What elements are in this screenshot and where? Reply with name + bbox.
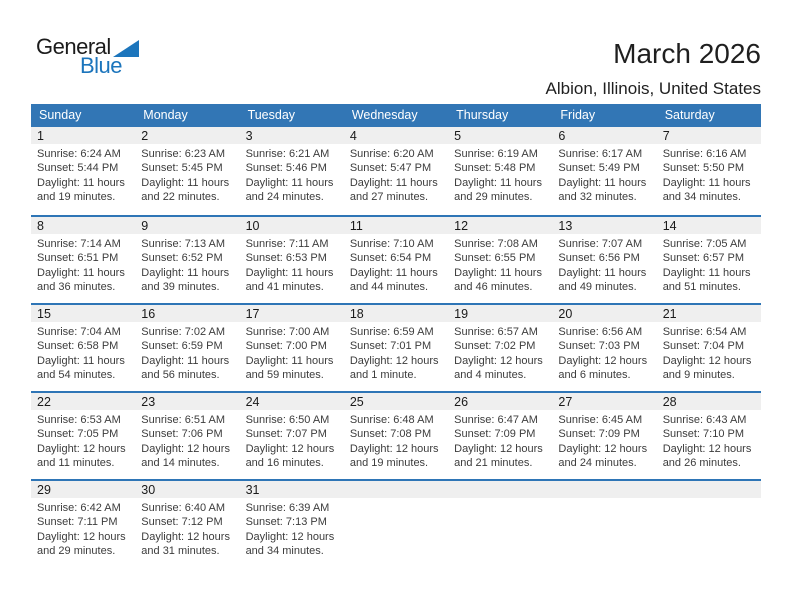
day-detail-line: Daylight: 11 hours (662, 266, 751, 279)
day-number: 22 (31, 393, 135, 410)
day-number: 6 (552, 127, 656, 144)
day-detail-line: Daylight: 11 hours (454, 266, 542, 279)
day-number: 15 (31, 305, 135, 322)
day-details (344, 410, 448, 471)
day-detail-line: Sunrise: 7:08 AM (454, 238, 538, 250)
day-details (344, 144, 448, 205)
day-number (448, 481, 552, 498)
general-blue-logo (36, 36, 139, 77)
day-details (240, 322, 344, 383)
weekday-monday: Monday (143, 108, 188, 122)
day-number: 25 (344, 393, 448, 410)
day-details (344, 498, 448, 501)
day-detail-line: Sunrise: 6:20 AM (349, 148, 434, 160)
day-cell (552, 127, 656, 215)
day-detail-line: Sunset: 6:59 PM (141, 340, 223, 353)
day-detail-line: Sunset: 7:08 PM (349, 428, 432, 441)
day-detail-line: and 31 minutes. (141, 545, 220, 558)
day-details (135, 498, 239, 559)
day-detail-line: Sunrise: 7:07 AM (558, 238, 643, 250)
day-number: 14 (657, 217, 761, 234)
day-cell (552, 305, 656, 391)
day-detail-line: Sunset: 7:04 PM (662, 340, 745, 353)
day-cell (552, 217, 656, 303)
day-detail-line: and 56 minutes. (141, 369, 220, 382)
day-cell (448, 393, 552, 479)
day-details (657, 410, 761, 471)
day-detail-line: Sunset: 7:12 PM (141, 516, 223, 529)
day-cell (135, 305, 239, 391)
day-detail-line: Sunset: 6:51 PM (37, 252, 119, 265)
logo-text-blue: Blue (80, 53, 123, 78)
day-details (135, 234, 239, 295)
day-detail-line: Sunset: 5:50 PM (662, 162, 745, 175)
day-detail-line: Daylight: 11 hours (349, 266, 438, 279)
day-detail-line: Sunset: 7:02 PM (454, 340, 536, 353)
day-detail-line: and 49 minutes. (558, 281, 637, 294)
day-detail-line: Sunrise: 6:53 AM (37, 414, 121, 426)
day-details (552, 498, 656, 501)
day-detail-line: Sunset: 5:46 PM (245, 162, 327, 175)
calendar-grid (31, 127, 761, 567)
day-detail-line: Sunrise: 6:47 AM (454, 414, 538, 426)
day-detail-line: and 46 minutes. (454, 281, 533, 294)
day-number: 27 (552, 393, 656, 410)
day-number: 9 (135, 217, 239, 234)
day-cell (135, 393, 239, 479)
day-detail-line: Sunrise: 6:54 AM (662, 326, 747, 338)
day-detail-line: Sunset: 7:06 PM (141, 428, 223, 441)
weekday-tuesday: Tuesday (247, 108, 296, 122)
day-details (240, 498, 344, 559)
day-number: 30 (135, 481, 239, 498)
day-details (240, 234, 344, 295)
day-number: 12 (448, 217, 552, 234)
day-details (31, 144, 135, 205)
day-cell (344, 217, 448, 303)
day-details (240, 144, 344, 205)
day-detail-line: Sunset: 5:44 PM (37, 162, 119, 175)
day-number: 26 (448, 393, 552, 410)
day-detail-line: Daylight: 12 hours (141, 442, 230, 455)
day-detail-line: and 54 minutes. (37, 369, 116, 382)
day-details (31, 410, 135, 471)
day-details (31, 234, 135, 295)
day-cell (31, 217, 135, 303)
day-details (448, 234, 552, 295)
day-number: 19 (448, 305, 552, 322)
day-cell (657, 305, 761, 391)
day-cell (31, 481, 135, 567)
calendar-table (31, 104, 761, 567)
day-detail-line: Sunset: 5:49 PM (558, 162, 640, 175)
day-detail-line: Daylight: 11 hours (37, 354, 125, 367)
day-detail-line: Sunset: 7:13 PM (245, 516, 327, 529)
day-number: 3 (240, 127, 344, 144)
day-detail-line: Sunrise: 6:57 AM (454, 326, 538, 338)
day-detail-line: and 51 minutes. (662, 281, 741, 294)
day-detail-line: Sunrise: 7:10 AM (349, 238, 434, 250)
day-cell (31, 127, 135, 215)
day-detail-line: and 39 minutes. (141, 281, 220, 294)
week-row (31, 127, 761, 215)
day-detail-line: and 59 minutes. (245, 369, 324, 382)
day-detail-line: and 29 minutes. (454, 191, 533, 204)
day-detail-line: Sunrise: 6:21 AM (245, 148, 330, 160)
day-details (240, 410, 344, 471)
day-cell (657, 393, 761, 479)
day-detail-line: and 27 minutes. (349, 191, 429, 204)
day-detail-line: and 19 minutes. (37, 191, 116, 204)
day-cell (240, 127, 344, 215)
day-details (448, 498, 552, 501)
day-number (552, 481, 656, 498)
day-cell (657, 217, 761, 303)
day-detail-line: Daylight: 12 hours (454, 442, 543, 455)
day-detail-line: and 41 minutes. (245, 281, 324, 294)
day-detail-line: Daylight: 11 hours (245, 176, 334, 189)
day-detail-line: Sunset: 5:45 PM (141, 162, 223, 175)
day-detail-line: Sunset: 7:01 PM (349, 340, 432, 353)
day-details (448, 322, 552, 383)
day-detail-line: Sunrise: 6:16 AM (662, 148, 747, 160)
day-details (344, 322, 448, 383)
day-detail-line: Sunset: 7:03 PM (558, 340, 640, 353)
day-detail-line: Daylight: 12 hours (141, 530, 230, 543)
day-detail-line: and 9 minutes. (662, 369, 735, 382)
page-title: March 2026 (613, 38, 761, 69)
day-cell (240, 481, 344, 567)
day-cell (344, 393, 448, 479)
day-detail-line: and 34 minutes. (662, 191, 741, 204)
day-detail-line: Sunset: 6:57 PM (662, 252, 745, 265)
day-details (657, 144, 761, 205)
empty-day-cell (552, 481, 656, 567)
day-detail-line: Sunrise: 7:11 AM (245, 238, 329, 250)
day-detail-line: and 32 minutes. (558, 191, 637, 204)
day-detail-line: Daylight: 12 hours (349, 442, 439, 455)
weekday-header-row (31, 104, 761, 127)
day-detail-line: Sunrise: 6:59 AM (349, 326, 434, 338)
week-row (31, 479, 761, 567)
week-row (31, 303, 761, 391)
day-detail-line: Daylight: 12 hours (37, 442, 126, 455)
day-detail-line: Daylight: 12 hours (37, 530, 126, 543)
day-detail-line: Daylight: 11 hours (662, 176, 751, 189)
day-detail-line: and 24 minutes. (558, 457, 637, 470)
day-detail-line: Sunrise: 6:23 AM (141, 148, 226, 160)
page-subtitle: Albion, Illinois, United States (545, 79, 761, 98)
day-detail-line: Sunrise: 6:51 AM (141, 414, 226, 426)
day-cell (240, 217, 344, 303)
day-detail-line: Sunrise: 6:48 AM (349, 414, 434, 426)
day-number: 13 (552, 217, 656, 234)
day-detail-line: Sunset: 6:56 PM (558, 252, 640, 265)
day-number (657, 481, 761, 498)
day-detail-line: Sunrise: 6:50 AM (245, 414, 330, 426)
day-detail-line: Sunset: 6:52 PM (141, 252, 223, 265)
day-cell (657, 127, 761, 215)
day-number: 4 (344, 127, 448, 144)
day-number: 8 (31, 217, 135, 234)
day-detail-line: Sunrise: 6:24 AM (37, 148, 121, 160)
day-detail-line: Sunrise: 6:56 AM (558, 326, 643, 338)
day-details (448, 410, 552, 471)
day-detail-line: and 34 minutes. (245, 545, 324, 558)
day-number: 31 (240, 481, 344, 498)
weekday-thursday: Thursday (456, 108, 509, 122)
day-details (552, 410, 656, 471)
empty-day-cell (448, 481, 552, 567)
day-detail-line: and 36 minutes. (37, 281, 116, 294)
day-detail-line: Sunset: 7:09 PM (558, 428, 640, 441)
day-number: 18 (344, 305, 448, 322)
day-detail-line: Daylight: 11 hours (141, 266, 230, 279)
day-details (448, 144, 552, 205)
day-details (31, 498, 135, 559)
day-cell (31, 393, 135, 479)
day-detail-line: and 21 minutes. (454, 457, 533, 470)
day-detail-line: Sunset: 6:54 PM (349, 252, 432, 265)
weekday-saturday: Saturday (664, 108, 715, 122)
day-detail-line: and 26 minutes. (662, 457, 741, 470)
day-detail-line: Sunrise: 6:43 AM (662, 414, 747, 426)
logo-text-general: General (36, 34, 111, 59)
day-cell (448, 217, 552, 303)
day-cell (135, 217, 239, 303)
day-detail-line: Sunrise: 7:00 AM (245, 326, 330, 338)
day-details (657, 498, 761, 501)
day-detail-line: Daylight: 11 hours (37, 266, 125, 279)
day-detail-line: Sunrise: 7:04 AM (37, 326, 121, 338)
day-number: 24 (240, 393, 344, 410)
day-cell (448, 127, 552, 215)
day-detail-line: Sunrise: 7:02 AM (141, 326, 226, 338)
day-detail-line: Daylight: 11 hours (558, 266, 647, 279)
day-number: 21 (657, 305, 761, 322)
weekday-sunday: Sunday (39, 108, 82, 122)
day-details (31, 322, 135, 383)
day-detail-line: Sunset: 7:09 PM (454, 428, 536, 441)
day-number: 5 (448, 127, 552, 144)
day-details (344, 234, 448, 295)
day-detail-line: Daylight: 12 hours (245, 442, 335, 455)
empty-day-cell (344, 481, 448, 567)
day-detail-line: and 11 minutes. (37, 457, 115, 470)
day-detail-line: Sunset: 6:55 PM (454, 252, 536, 265)
week-row (31, 391, 761, 479)
title-block (546, 38, 761, 99)
day-cell (31, 305, 135, 391)
week-row (31, 215, 761, 303)
day-detail-line: and 1 minute. (349, 369, 417, 382)
day-detail-line: Daylight: 12 hours (558, 354, 648, 367)
day-number: 20 (552, 305, 656, 322)
day-details (552, 144, 656, 205)
day-detail-line: and 14 minutes. (141, 457, 220, 470)
day-detail-line: Daylight: 11 hours (141, 354, 230, 367)
day-detail-line: and 24 minutes. (245, 191, 324, 204)
day-detail-line: Daylight: 11 hours (141, 176, 230, 189)
day-detail-line: and 16 minutes. (245, 457, 324, 470)
day-detail-line: Daylight: 11 hours (37, 176, 125, 189)
day-cell (240, 393, 344, 479)
day-number: 11 (344, 217, 448, 234)
day-number: 29 (31, 481, 135, 498)
day-detail-line: Sunrise: 6:42 AM (37, 502, 121, 514)
day-detail-line: and 22 minutes. (141, 191, 220, 204)
day-details (552, 234, 656, 295)
day-details (135, 322, 239, 383)
day-detail-line: Sunrise: 7:05 AM (662, 238, 747, 250)
day-detail-line: and 6 minutes. (558, 369, 631, 382)
day-detail-line: Sunrise: 7:13 AM (141, 238, 226, 250)
day-number: 7 (657, 127, 761, 144)
day-detail-line: Sunrise: 6:19 AM (454, 148, 538, 160)
day-number: 16 (135, 305, 239, 322)
day-details (657, 322, 761, 383)
day-cell (344, 127, 448, 215)
day-detail-line: Sunset: 7:00 PM (245, 340, 327, 353)
day-cell (135, 481, 239, 567)
day-detail-line: and 44 minutes. (349, 281, 429, 294)
day-detail-line: Sunrise: 6:39 AM (245, 502, 330, 514)
day-details (135, 410, 239, 471)
day-number: 23 (135, 393, 239, 410)
day-cell (344, 305, 448, 391)
day-detail-line: Daylight: 12 hours (662, 442, 752, 455)
day-detail-line: and 4 minutes. (454, 369, 527, 382)
day-detail-line: Sunrise: 6:40 AM (141, 502, 226, 514)
day-detail-line: and 19 minutes. (349, 457, 429, 470)
day-details (552, 322, 656, 383)
day-cell (135, 127, 239, 215)
day-detail-line: Sunset: 7:11 PM (37, 516, 118, 529)
day-detail-line: Daylight: 12 hours (349, 354, 439, 367)
day-detail-line: Daylight: 12 hours (558, 442, 648, 455)
weekday-friday: Friday (560, 108, 596, 122)
day-detail-line: Daylight: 11 hours (245, 354, 334, 367)
day-detail-line: and 29 minutes. (37, 545, 116, 558)
day-number (344, 481, 448, 498)
day-detail-line: Daylight: 12 hours (454, 354, 543, 367)
day-detail-line: Daylight: 11 hours (245, 266, 334, 279)
day-detail-line: Sunset: 7:07 PM (245, 428, 327, 441)
day-number: 10 (240, 217, 344, 234)
day-detail-line: Sunrise: 6:17 AM (558, 148, 643, 160)
day-details (135, 144, 239, 205)
weekday-wednesday: Wednesday (351, 108, 418, 122)
day-detail-line: Daylight: 12 hours (662, 354, 752, 367)
day-detail-line: Sunset: 6:53 PM (245, 252, 327, 265)
empty-day-cell (657, 481, 761, 567)
day-detail-line: Sunset: 5:48 PM (454, 162, 536, 175)
day-number: 1 (31, 127, 135, 144)
day-detail-line: Sunset: 6:58 PM (37, 340, 119, 353)
day-detail-line: Sunset: 7:10 PM (662, 428, 745, 441)
day-number: 2 (135, 127, 239, 144)
day-cell (240, 305, 344, 391)
day-cell (552, 393, 656, 479)
day-details (657, 234, 761, 295)
day-number: 28 (657, 393, 761, 410)
day-detail-line: Daylight: 11 hours (349, 176, 438, 189)
day-detail-line: Sunrise: 6:45 AM (558, 414, 643, 426)
day-detail-line: Daylight: 11 hours (558, 176, 647, 189)
day-detail-line: Sunset: 5:47 PM (349, 162, 432, 175)
day-detail-line: Sunset: 7:05 PM (37, 428, 119, 441)
day-detail-line: Sunrise: 7:14 AM (37, 238, 121, 250)
day-number: 17 (240, 305, 344, 322)
day-cell (448, 305, 552, 391)
day-detail-line: Daylight: 12 hours (245, 530, 335, 543)
day-detail-line: Daylight: 11 hours (454, 176, 542, 189)
